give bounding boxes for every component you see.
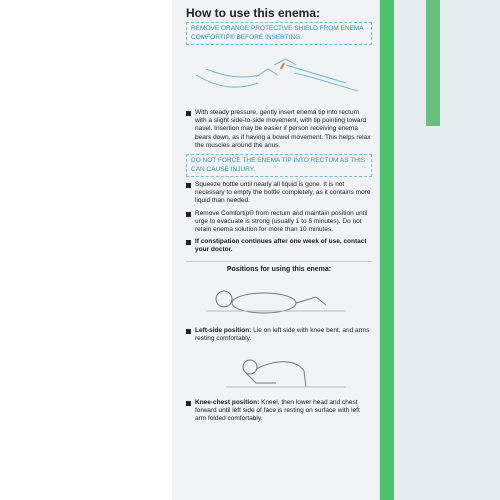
bullet-icon [186,183,191,188]
left-side-illustration [186,275,372,323]
instruction-step-3 [186,210,372,235]
panel-title: How to use this enema: [186,6,321,20]
knee-chest-text: Kneel, then lower head and chest forward until left side of face is resting on surface with left arm folded comfortably. [195,399,360,423]
knee-chest-instruction [186,399,372,424]
bullet-icon [186,401,191,406]
step-2-text: Squeeze bottle until nearly all liquid is gone. It is not necessary to empty the bottle completely, as it contains more liquid than needed. [195,181,371,205]
step-3-text: Remove Comfortip® from rectum and maintain position until urge to evacuate is strong (usually 1 to 5 minutes). Do not retain enema solution for more than 10 minutes. [195,209,368,234]
insertion-illustration [186,47,372,105]
step-4-text: If constipation continues after one week of use, contact your doctor. [195,238,367,254]
force-warning [186,154,372,177]
knee-chest-illustration [186,347,372,395]
right-background [394,0,500,500]
left-side-instruction [186,327,372,343]
positions-title: Positions for using this enema: [226,265,332,273]
left-side-text: Lie on left side with knee bent, and arms resting comfortably. [195,326,370,342]
force-warning-text: DO NOT FORCE THE ENEMA TIP INTO RECTUM AS THIS CAN CAUSE INJURY. [191,157,366,173]
bullet-icon [186,111,191,116]
step-1-text: With steady pressure, gently insert enema tip into rectum with a slight side-to-side movement, with tip pointing toward navel. Insertion may be easier if person receiving enema bears down, as if having a bowel movement. This helps relax the muscles around the anus. [195,109,371,149]
instruction-step-2 [186,181,372,206]
bullet-icon [186,212,191,217]
left-background [0,0,172,500]
left-side-label: Left-side position: [195,326,252,334]
bullet-icon [186,329,191,334]
knee-chest-label: Knee-chest position: [195,399,260,407]
instruction-step-4 [186,238,372,254]
divider [186,261,372,262]
right-tab [426,0,440,126]
shield-warning [186,22,372,45]
bullet-icon [186,240,191,245]
instruction-panel [172,0,380,500]
green-edge [380,0,394,500]
instruction-step-1 [186,109,372,150]
shield-warning-text: REMOVE ORANGE PROTECTIVE SHIELD FROM ENEMA COMFORTIP® BEFORE INSERTING. [191,25,364,41]
